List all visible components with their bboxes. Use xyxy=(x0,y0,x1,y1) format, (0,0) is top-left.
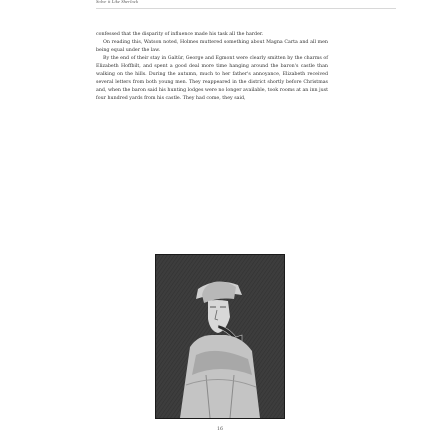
holmes-illustration xyxy=(156,255,284,418)
paragraph: On reading this, Watson noted, Holmes muttered something about Magna Carta and all men being equal under the law. xyxy=(96,40,328,54)
illustration xyxy=(155,254,285,419)
body-text xyxy=(96,31,328,103)
running-head: Solve it Like Sherlock xyxy=(96,0,139,4)
page-number: 16 xyxy=(217,427,224,432)
paragraph: confessed that the disparity of influence made his task all the harder. xyxy=(96,32,264,37)
page-header xyxy=(96,0,396,9)
cape xyxy=(180,335,260,418)
paragraph: By the end of their stay in Galtür, George and Egmont were clearly smitten by the charms of Elizabeth Hoffbilt, and spent a good deal more time hanging around the baron's castle than walking on the hills. During the autumn, much to her father's annoyance, Elizabeth received several letters from both young men. They reappeared in the district shortly before Christmas and, when the baron said his hunting lodges were no longer available, took rooms at an inn just four hundred yards from his castle. They had come, they said, xyxy=(96,56,328,102)
